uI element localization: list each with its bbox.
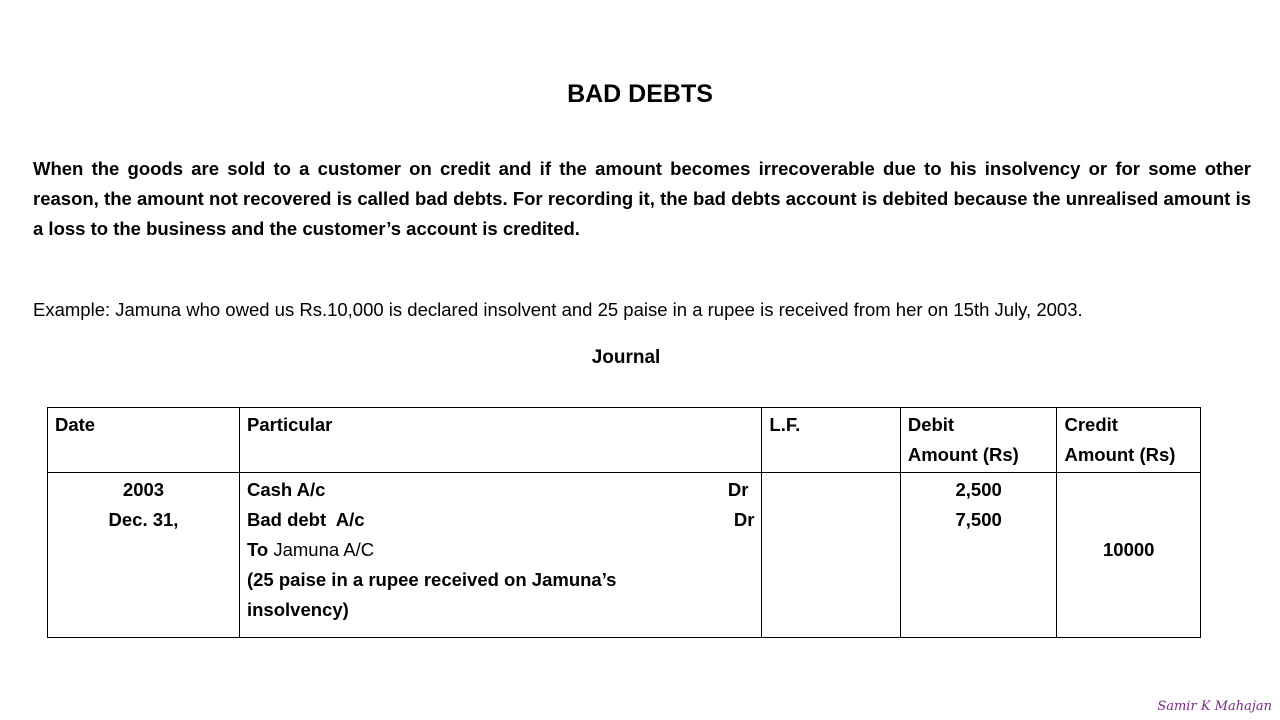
journal-table <box>47 407 1201 638</box>
debit-amount-bad-debt: 7,500 <box>955 509 1002 530</box>
header-debit <box>900 408 1057 473</box>
header-particular: Particular <box>239 408 761 473</box>
entry-year: 2003 <box>122 479 165 500</box>
header-debit-line2: Amount (Rs) <box>907 444 1019 465</box>
entry-credit-cell <box>1057 473 1201 638</box>
slide-title: BAD DEBTS <box>567 80 713 108</box>
particular-line-cash <box>247 475 754 505</box>
bad-debt-account: Bad debt A/c <box>246 509 365 530</box>
entry-lf-cell <box>762 473 900 638</box>
journal-header-row <box>48 408 1201 473</box>
example-paragraph: Example: Jamuna who owed us Rs.10,000 is declared insolvent and 25 paise in a rupee is received from her on 15th July, 2003. <box>33 299 1083 320</box>
entry-date-cell <box>48 473 240 638</box>
journal-heading: Journal <box>591 347 661 368</box>
journal-entry-row <box>48 473 1201 638</box>
header-lf: L.F. <box>762 408 900 473</box>
jamuna-account: Jamuna A/C <box>273 539 375 560</box>
bad-debt-dr: Dr <box>733 509 755 530</box>
to-word: To <box>246 539 269 560</box>
entry-particular-cell <box>239 473 761 638</box>
definition-paragraph: When the goods are sold to a customer on credit and if the amount becomes irrecoverable due to his insolvency or for some other reason, the amount not recovered is called bad debts. For recording it, the bad debts account is debited because the unrealised amount is a loss to the business and the customer’s account is credited. <box>33 158 1251 239</box>
particular-line-to <box>247 535 754 565</box>
narration-line1: (25 paise in a rupee received on Jamuna’s <box>246 569 617 590</box>
narration-line2: insolvency) <box>246 599 349 620</box>
particular-line-bad-debt <box>247 505 754 535</box>
entry-date: Dec. 31, <box>108 509 179 530</box>
cash-account: Cash A/c <box>246 479 326 500</box>
debit-amount-cash: 2,500 <box>955 479 1002 500</box>
entry-debit-cell <box>900 473 1057 638</box>
author-signature: Samir K Mahajan <box>1157 699 1272 714</box>
credit-amount-jamuna: 10000 <box>1103 539 1155 560</box>
header-date: Date <box>48 408 240 473</box>
header-credit-line2: Amount (Rs) <box>1064 444 1176 465</box>
header-debit-line1: Debit <box>907 414 955 435</box>
header-credit <box>1057 408 1201 473</box>
header-credit-line1: Credit <box>1064 414 1118 435</box>
cash-dr: Dr <box>727 479 749 500</box>
